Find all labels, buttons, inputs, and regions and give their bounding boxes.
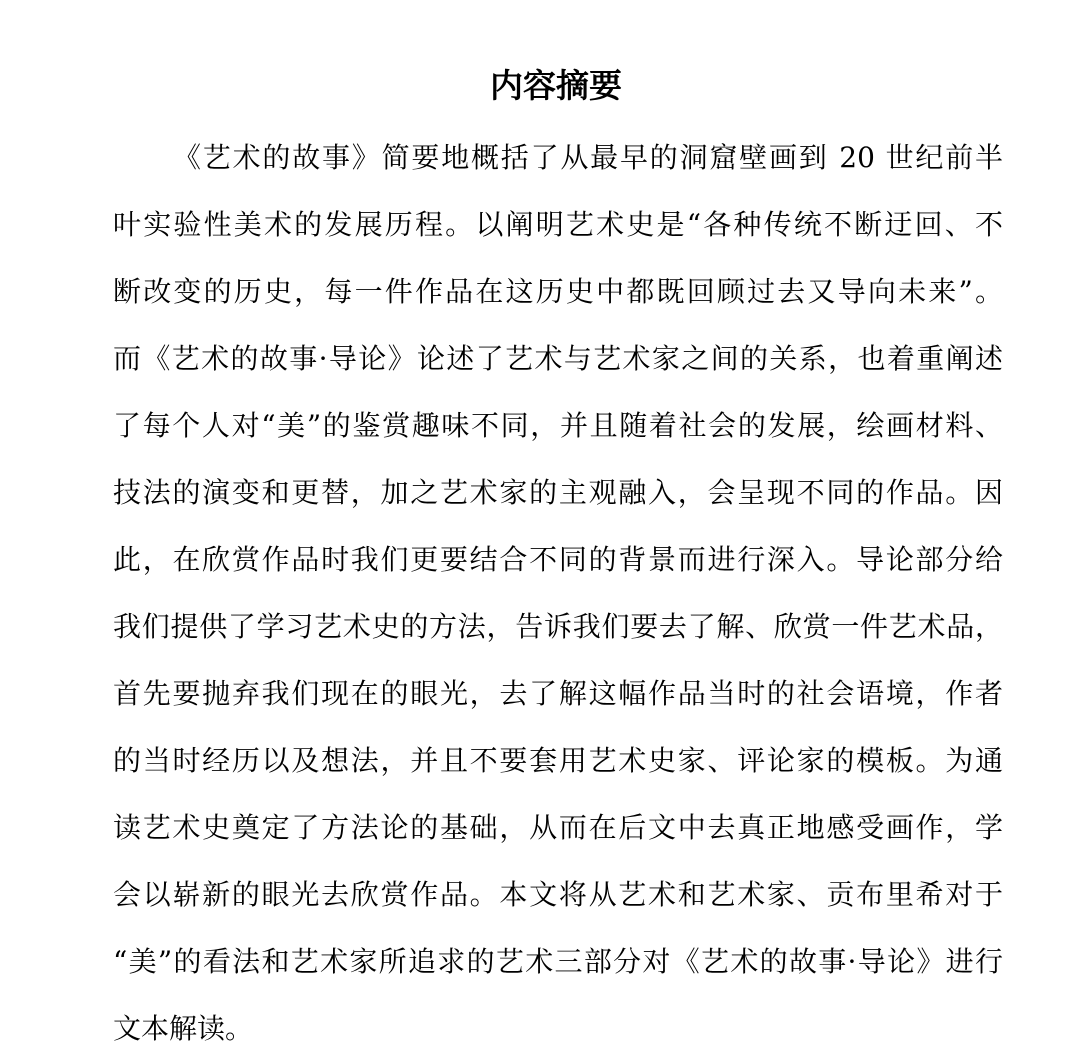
paragraph-line-8: 我们提供了学习艺术史的方法，告诉我们要去了解、欣赏一件艺术品， bbox=[113, 610, 1003, 643]
paragraph-line-3: 断改变的历史，每一件作品在这历史中都既回顾过去又导向未来”。 bbox=[113, 275, 1003, 308]
paragraph-line-2: 叶实验性美术的发展历程。以阐明艺术史是“各种传统不断迂回、不 bbox=[113, 208, 1003, 241]
document-title: 内容摘要 bbox=[490, 66, 622, 105]
paragraph-line-5: 了每个人对“美”的鉴赏趣味不同，并且随着社会的发展，绘画材料、 bbox=[113, 409, 1003, 442]
paragraph-line-1: 《艺术的故事》简要地概括了从最早的洞窟壁画到 20 世纪前半 bbox=[173, 141, 1003, 174]
paragraph-line-13: “美”的看法和艺术家所追求的艺术三部分对《艺术的故事·导论》进行 bbox=[113, 945, 1003, 978]
paragraph-line-11: 读艺术史奠定了方法论的基础，从而在后文中去真正地感受画作，学 bbox=[113, 811, 1003, 844]
paragraph-line-9: 首先要抛弃我们现在的眼光，去了解这幅作品当时的社会语境，作者 bbox=[113, 677, 1003, 710]
paragraph-line-6: 技法的演变和更替，加之艺术家的主观融入，会呈现不同的作品。因 bbox=[113, 476, 1003, 509]
paragraph-line-4: 而《艺术的故事·导论》论述了艺术与艺术家之间的关系，也着重阐述 bbox=[113, 342, 1003, 375]
paragraph-line-10: 的当时经历以及想法，并且不要套用艺术史家、评论家的模板。为通 bbox=[113, 744, 1003, 777]
abstract-paragraph bbox=[113, 124, 1003, 1062]
paragraph-line-7: 此，在欣赏作品时我们更要结合不同的背景而进行深入。导论部分给 bbox=[113, 543, 1003, 576]
paragraph-line-14: 文本解读。 bbox=[113, 1012, 254, 1045]
paragraph-line-12: 会以崭新的眼光去欣赏作品。本文将从艺术和艺术家、贡布里希对于 bbox=[113, 878, 1003, 911]
